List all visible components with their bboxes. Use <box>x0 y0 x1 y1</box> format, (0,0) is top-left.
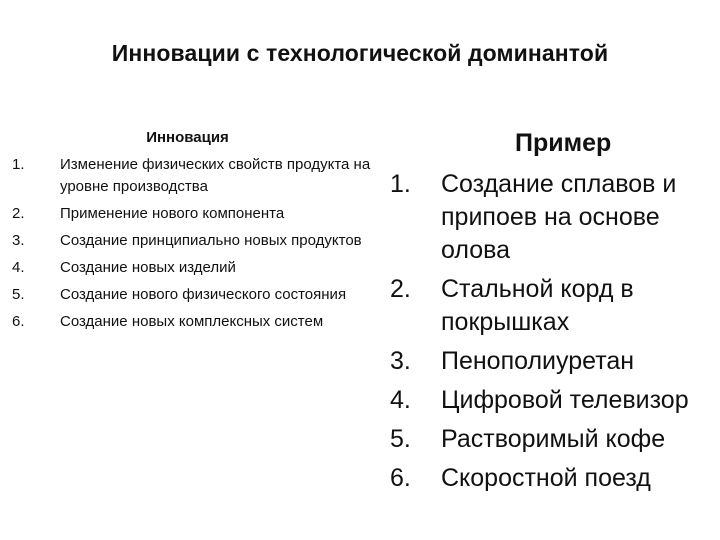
item-number: 5. <box>390 425 411 453</box>
item-number: 4. <box>390 386 411 414</box>
slide-title: Инновации с технологической доминантой <box>111 40 609 66</box>
item-text: Цифровой телевизор <box>441 386 689 414</box>
item-number: 1. <box>12 156 25 173</box>
example-item <box>390 345 720 378</box>
item-text: Скоростной поезд <box>441 464 651 492</box>
item-text: Создание новых комплексных систем <box>60 313 324 330</box>
item-text: Пенополиуретан <box>441 347 635 375</box>
item-text: Применение нового компонента <box>60 205 285 222</box>
example-item <box>390 168 720 267</box>
innovation-item <box>12 257 382 279</box>
item-number: 4. <box>12 259 25 276</box>
innovation-item <box>12 230 382 252</box>
example-item <box>390 423 720 456</box>
item-number: 3. <box>390 347 411 375</box>
example-item <box>390 273 720 339</box>
item-text: Создание новых изделий <box>60 259 236 276</box>
item-number: 6. <box>390 464 411 492</box>
innovation-item <box>12 154 382 198</box>
item-text: Создание сплавов и припоев на основе олова <box>441 170 677 264</box>
item-number: 2. <box>12 205 25 222</box>
item-text: Стальной корд в покрышках <box>441 275 634 336</box>
item-number: 2. <box>390 275 411 303</box>
innovation-item <box>12 203 382 225</box>
item-text: Создание нового физического состояния <box>60 286 347 303</box>
innovation-column-heading: Инновация <box>146 129 229 146</box>
example-column-heading: Пример <box>515 129 612 157</box>
example-item <box>390 384 720 417</box>
item-number: 3. <box>12 232 25 249</box>
innovation-list <box>12 154 382 338</box>
innovation-item <box>12 284 382 306</box>
example-list <box>390 168 720 501</box>
item-text: Растворимый кофе <box>441 425 666 453</box>
item-text: Создание принципиально новых продуктов <box>60 232 362 249</box>
item-number: 5. <box>12 286 25 303</box>
example-item <box>390 462 720 495</box>
item-number: 1. <box>390 170 411 198</box>
item-text: Изменение физических свойств продукта на уровне производства <box>60 156 371 195</box>
innovation-item <box>12 311 382 333</box>
item-number: 6. <box>12 313 25 330</box>
